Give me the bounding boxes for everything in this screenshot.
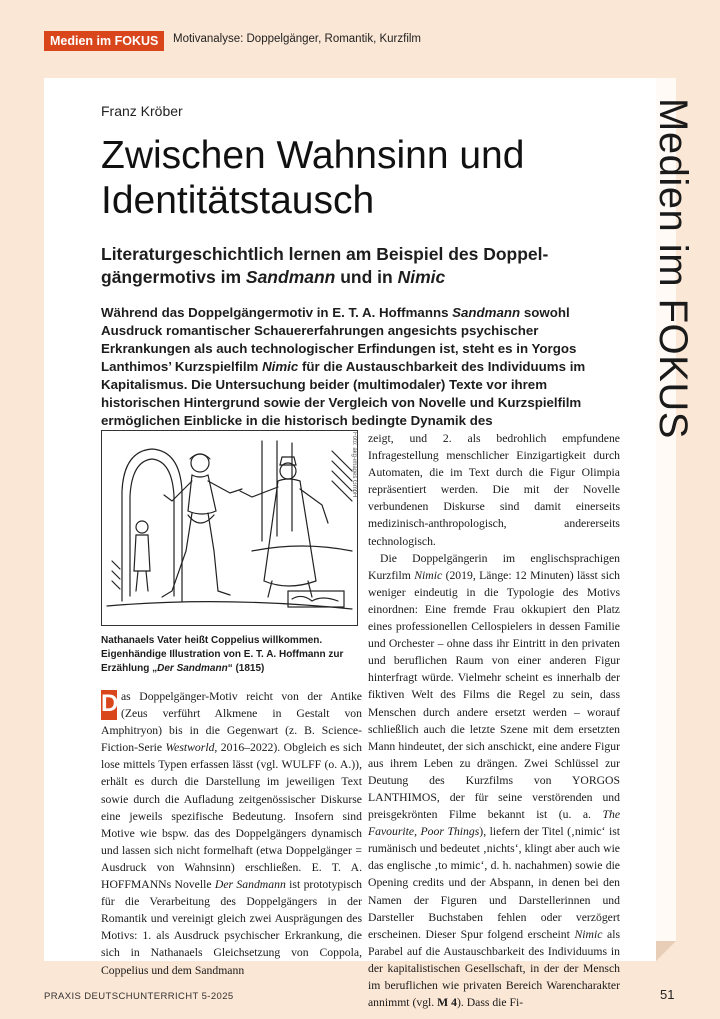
photo-credit: Foto: akg-images GmbH (351, 432, 357, 498)
author: Franz Kröber (101, 103, 183, 119)
page-number: 51 (660, 987, 675, 1002)
article-lead: Während das Doppelgängermotiv in E. T. A. Hoffmanns Sandmann sowohl Ausdruck romantischer Schauererfahrungen angesichts psychischer Erkrankungen als auch technologischer Erfindungen ist, steht es in Yorgos Lanthimos’ Kurzspielfilm Nimic für die Austauschbarkeit des Individuums im Kapitalismus. Die Untersuchung beider (multimodaler) Texte vor ihrem historischen Hintergrund sowie der Vergleich von Novelle und Kurzspielfilm ermöglichen Einblicke in die historisch bedingte Dynamik des (101, 305, 586, 428)
illustration-drawing (102, 431, 357, 625)
article-subtitle: Literaturgeschichtlich lernen am Beispiel des Doppel-gängermotivs im Sandmann und in Nimic (101, 244, 549, 287)
section-tag: Medien im FOKUS (44, 31, 164, 51)
body-column-left (101, 688, 362, 979)
body-paragraph: Die Doppelgängerin im englischsprachigen Kurzfilm Nimic (2019, Länge: 12 Minuten) lässt sich weniger eindeutig in die Typologie des Motivs einordnen: Eine fremde Frau okkupiert den Platz eines professionellen Cellospielers in dessen Familie und Orchester – ohne dass ihr Eintritt in den privaten und beruflichen Raum von einer anderen Figur hinterfragt würde. Vielmehr scheint es innerhalb der fiktiven Welt des Films die Regel zu sein, dass Menschen durch andere ersetzt werden – worauf schließlich auch die letzte Szene mit dem ersetzten Mann hindeutet, der sich anschickt, eine andere Figur aus ihrem Leben zu drängen. Zwei Schlüssel zur Deutung des Kurzfilms von YORGOS LANTHIMOS, der für seine verstörenden und preisgekrönten Filme bekannt ist (u. a. The Favourite, Poor Things), liefern der Titel (‚nimic‘ ist rumänisch und bedeutet ‚nichts‘, klingt aber auch wie das englische ‚to mimic‘, d. h. nachahmen) sowie die Opening credits und der Abspann, in denen bei den Namen der Figuren und Darstellerinnen und Darsteller Buchstaben fehlen oder verzögert erscheinen. Dieser Spur folgend erscheint Nimic als Parabel auf die Austauschbarkeit des Individuums in der kapitalistischen Gesellschaft, in der der Mensch im beruflichen wie privaten Bereich Warencharakter annimmt (vgl. M 4). Dass die Fi- (368, 551, 621, 1010)
body-paragraph: D as Doppelgänger-Motiv reicht von der Antike (Zeus verführt Alkmene in Gestalt von Amphitryon) bis in die Gegenwart (z. B. Science-Fiction-Serie Westworld, 2016–2022). Obgleich es sich lose mittels Typen erfassen lässt (vgl. WULFF (o. A.)), erhält es durch die Darstellung im jeweiligen Text sowie durch die Aufladung zeitgenössischer Diskurse eine jeweils spezifische Bedeutung. Insofern sind Motive wie bspw. das des Doppelgängers dynamisch und lassen sich nicht formelhaft (etwa Doppelgänger = Ausdruck von Wahnsinn) erschließen. E. T. A. HOFFMANNs Novelle Der Sandmann ist prototypisch für die Verarbeitung des Doppelgängers in der Romantik und vereinigt gleich zwei Ausprägungen des Motivs: 1. als Ausdruck psychischer Erkrankung, die sich in Nathanaels Gleichsetzung von Coppola, Coppelius und dem Sandmann (101, 690, 363, 977)
body-column-right (368, 430, 620, 1011)
journal-name: PRAXIS DEUTSCHUNTERRICHT 5-2025 (44, 991, 234, 1002)
article-title: Zwischen Wahnsinn und Identitätstausch (101, 134, 525, 222)
illustration (101, 430, 358, 626)
page-corner (656, 941, 676, 961)
body-paragraph: zeigt, und 2. als bedrohlich empfundene Infragestellung menschlicher Einzigartigkeit durch Automaten, die im Text durch die Figur Olimpia repräsentiert werden. Die mit der Novelle verbundenen Diskurse sind damit einerseits medizinisch-anthropologisch, andererseits technologisch. (368, 432, 620, 548)
section-subtitle: Motivanalyse: Doppelgänger, Romantik, Kurzfilm (173, 33, 422, 45)
drop-cap: D (101, 690, 117, 720)
side-section-title: Medien im FOKUS (651, 98, 695, 439)
figure-caption: Nathanaels Vater heißt Coppelius willkommen. Eigenhändige Illustration von E. T. A. Hoffmann zur Erzählung „Der Sandmann“ (1815) (101, 635, 344, 675)
